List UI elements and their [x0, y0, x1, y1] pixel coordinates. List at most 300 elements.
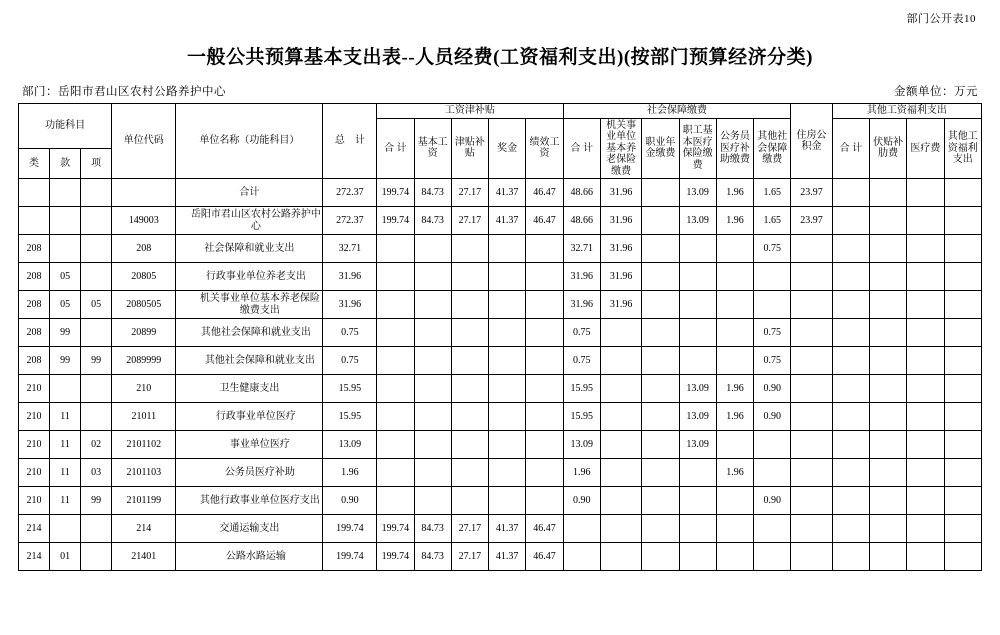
cell-s_basic: 84.73 [414, 543, 451, 571]
cell-unit-name: 机关事业单位基本养老保险缴费支出 [176, 291, 323, 319]
cell-class: 208 [19, 263, 50, 291]
cell-s_allow: 27.17 [451, 543, 488, 571]
cell-b_occ [642, 515, 679, 543]
cell-s_basic [414, 291, 451, 319]
cell-b_pension [600, 319, 641, 347]
cell-class: 210 [19, 487, 50, 515]
cell-b_occ [642, 347, 679, 375]
cell-code [112, 179, 176, 207]
cell-s_basic [414, 487, 451, 515]
cell-s_basic: 84.73 [414, 515, 451, 543]
cell-unit-name: 其他社会保障和就业支出 [176, 347, 323, 375]
cell-b_civ: 1.96 [716, 179, 753, 207]
table-row [19, 235, 982, 263]
cell-housing [791, 291, 832, 319]
cell-b_other [754, 515, 791, 543]
cell-b_med [679, 263, 716, 291]
table-row [19, 459, 982, 487]
table-row [19, 431, 982, 459]
cell-o_medical [907, 235, 944, 263]
header-basic-salary: 基本工资 [414, 118, 451, 179]
cell-s_perf: 46.47 [526, 179, 563, 207]
header-performance: 绩效工资 [526, 118, 563, 179]
cell-b_pension [600, 459, 641, 487]
cell-o_subsidy [870, 459, 907, 487]
cell-b_other [754, 431, 791, 459]
cell-s_bonus [489, 403, 526, 431]
cell-xiang [81, 207, 112, 235]
cell-b_other: 0.90 [754, 487, 791, 515]
cell-b_occ [642, 403, 679, 431]
cell-b_civ: 1.96 [716, 403, 753, 431]
cell-b_occ [642, 235, 679, 263]
cell-kuan: 11 [50, 431, 81, 459]
cell-o_total [832, 431, 869, 459]
cell-s_basic: 84.73 [414, 179, 451, 207]
cell-o_total [832, 347, 869, 375]
table-row [19, 179, 982, 207]
table-row [19, 319, 982, 347]
cell-unit-name: 交通运输支出 [176, 515, 323, 543]
cell-s_total: 199.74 [377, 543, 414, 571]
cell-b_pension [600, 375, 641, 403]
cell-s_bonus [489, 319, 526, 347]
cell-b_total: 0.75 [563, 347, 600, 375]
table-row [19, 347, 982, 375]
cell-unit-name: 岳阳市君山区农村公路养护中心 [176, 207, 323, 235]
cell-s_total [377, 347, 414, 375]
header-other-group: 其他工资福利支出 [832, 104, 981, 119]
cell-s_perf: 46.47 [526, 207, 563, 235]
header-salary-total: 合 计 [377, 118, 414, 179]
cell-b_total: 15.95 [563, 403, 600, 431]
cell-xiang [81, 263, 112, 291]
cell-b_occ [642, 207, 679, 235]
cell-b_other: 1.65 [754, 179, 791, 207]
cell-total: 272.37 [323, 207, 377, 235]
cell-s_allow [451, 347, 488, 375]
cell-o_other [944, 179, 981, 207]
cell-code: 21011 [112, 403, 176, 431]
cell-s_allow [451, 319, 488, 347]
cell-kuan: 11 [50, 459, 81, 487]
cell-s_perf [526, 291, 563, 319]
cell-o_total [832, 179, 869, 207]
cell-class: 208 [19, 291, 50, 319]
cell-o_other [944, 459, 981, 487]
cell-xiang: 99 [81, 487, 112, 515]
cell-b_med [679, 515, 716, 543]
cell-o_total [832, 207, 869, 235]
cell-o_subsidy [870, 375, 907, 403]
cell-b_pension: 31.96 [600, 207, 641, 235]
cell-s_bonus [489, 263, 526, 291]
cell-s_bonus: 41.37 [489, 179, 526, 207]
cell-s_total [377, 403, 414, 431]
cell-b_total: 48.66 [563, 207, 600, 235]
cell-o_subsidy [870, 207, 907, 235]
cell-s_total [377, 319, 414, 347]
cell-o_other [944, 235, 981, 263]
cell-s_basic [414, 319, 451, 347]
cell-o_medical [907, 319, 944, 347]
cell-b_pension [600, 403, 641, 431]
cell-code: 21401 [112, 543, 176, 571]
cell-s_allow [451, 291, 488, 319]
cell-s_allow [451, 403, 488, 431]
cell-class: 210 [19, 431, 50, 459]
cell-s_allow: 27.17 [451, 207, 488, 235]
cell-b_med: 13.09 [679, 375, 716, 403]
cell-o_total [832, 515, 869, 543]
cell-b_other: 0.90 [754, 375, 791, 403]
table-row [19, 487, 982, 515]
cell-s_bonus [489, 487, 526, 515]
header-subsidy: 伏贴补肋费 [870, 118, 907, 179]
cell-s_bonus [489, 347, 526, 375]
cell-total: 0.90 [323, 487, 377, 515]
cell-s_perf [526, 403, 563, 431]
cell-b_other: 1.65 [754, 207, 791, 235]
table-row [19, 291, 982, 319]
cell-total: 31.96 [323, 263, 377, 291]
cell-b_occ [642, 431, 679, 459]
cell-b_occ [642, 543, 679, 571]
cell-b_civ [716, 319, 753, 347]
cell-s_total [377, 459, 414, 487]
cell-b_civ: 1.96 [716, 459, 753, 487]
cell-b_total: 48.66 [563, 179, 600, 207]
cell-s_perf [526, 347, 563, 375]
cell-b_med: 13.09 [679, 207, 716, 235]
cell-s_perf: 46.47 [526, 543, 563, 571]
cell-s_perf [526, 431, 563, 459]
header-other-social: 其他社会保障缴费 [754, 118, 791, 179]
cell-unit-name: 其他社会保障和就业支出 [176, 319, 323, 347]
cell-housing [791, 347, 832, 375]
cell-s_perf [526, 263, 563, 291]
cell-b_civ [716, 543, 753, 571]
cell-kuan: 05 [50, 263, 81, 291]
header-other-welfare: 其他工资福利支出 [944, 118, 981, 179]
header-other-total: 合 计 [832, 118, 869, 179]
cell-code: 2101102 [112, 431, 176, 459]
cell-o_subsidy [870, 543, 907, 571]
cell-b_occ [642, 319, 679, 347]
cell-s_perf [526, 375, 563, 403]
cell-housing [791, 319, 832, 347]
cell-b_med [679, 543, 716, 571]
cell-housing [791, 515, 832, 543]
cell-b_occ [642, 487, 679, 515]
cell-s_total: 199.74 [377, 179, 414, 207]
cell-b_occ [642, 459, 679, 487]
header-function-subject: 功能科目 [19, 104, 112, 149]
cell-kuan: 05 [50, 291, 81, 319]
cell-kuan [50, 179, 81, 207]
cell-s_total [377, 291, 414, 319]
cell-o_total [832, 235, 869, 263]
cell-o_subsidy [870, 515, 907, 543]
header-bonus: 奖金 [489, 118, 526, 179]
cell-o_subsidy [870, 179, 907, 207]
cell-code: 2080505 [112, 291, 176, 319]
header-civil-medical: 公务员医疗补助缴费 [716, 118, 753, 179]
cell-b_pension [600, 543, 641, 571]
header-salary-group: 工资津补贴 [377, 104, 563, 119]
cell-total: 272.37 [323, 179, 377, 207]
cell-s_basic [414, 431, 451, 459]
cell-code: 20899 [112, 319, 176, 347]
cell-xiang: 03 [81, 459, 112, 487]
cell-o_subsidy [870, 431, 907, 459]
cell-b_pension: 31.96 [600, 263, 641, 291]
cell-xiang [81, 375, 112, 403]
cell-s_bonus [489, 291, 526, 319]
cell-b_total [563, 543, 600, 571]
cell-o_total [832, 291, 869, 319]
header-medical-basic: 职工基本医疗保险缴费 [679, 118, 716, 179]
header-social-group: 社会保障缴费 [563, 104, 791, 119]
cell-b_total: 15.95 [563, 375, 600, 403]
cell-s_bonus: 41.37 [489, 207, 526, 235]
cell-s_basic [414, 403, 451, 431]
cell-housing [791, 263, 832, 291]
cell-o_total [832, 403, 869, 431]
cell-housing [791, 375, 832, 403]
cell-xiang [81, 179, 112, 207]
cell-b_pension [600, 515, 641, 543]
cell-total: 199.74 [323, 543, 377, 571]
amount-unit-label: 金额单位：万元 [894, 86, 978, 98]
cell-housing: 23.97 [791, 179, 832, 207]
table-body [19, 179, 982, 571]
cell-class: 214 [19, 543, 50, 571]
cell-code: 149003 [112, 207, 176, 235]
cell-o_medical [907, 347, 944, 375]
cell-b_civ [716, 487, 753, 515]
cell-o_subsidy [870, 263, 907, 291]
table-row [19, 375, 982, 403]
cell-o_other [944, 347, 981, 375]
cell-class: 210 [19, 375, 50, 403]
cell-total: 199.74 [323, 515, 377, 543]
cell-s_allow: 27.17 [451, 515, 488, 543]
cell-s_bonus [489, 459, 526, 487]
cell-kuan [50, 235, 81, 263]
cell-kuan: 11 [50, 403, 81, 431]
header-xiang: 项 [81, 148, 112, 178]
table-row [19, 403, 982, 431]
cell-s_perf [526, 487, 563, 515]
cell-xiang [81, 319, 112, 347]
cell-s_basic [414, 263, 451, 291]
cell-total: 0.75 [323, 347, 377, 375]
header-social-total: 合 计 [563, 118, 600, 179]
budget-table [18, 103, 982, 571]
cell-s_bonus: 41.37 [489, 543, 526, 571]
cell-s_total [377, 235, 414, 263]
cell-kuan [50, 375, 81, 403]
cell-s_allow [451, 459, 488, 487]
cell-s_allow [451, 263, 488, 291]
cell-s_total [377, 375, 414, 403]
cell-s_bonus [489, 235, 526, 263]
cell-b_med [679, 235, 716, 263]
cell-kuan: 11 [50, 487, 81, 515]
cell-total: 32.71 [323, 235, 377, 263]
cell-b_civ [716, 291, 753, 319]
cell-s_basic: 84.73 [414, 207, 451, 235]
cell-housing [791, 403, 832, 431]
cell-o_total [832, 319, 869, 347]
cell-b_total: 13.09 [563, 431, 600, 459]
cell-o_subsidy [870, 235, 907, 263]
cell-kuan: 99 [50, 319, 81, 347]
meta-row [18, 83, 982, 103]
cell-b_med [679, 487, 716, 515]
cell-kuan [50, 207, 81, 235]
cell-b_occ [642, 375, 679, 403]
cell-o_subsidy [870, 487, 907, 515]
cell-b_occ [642, 263, 679, 291]
cell-o_subsidy [870, 319, 907, 347]
cell-s_total: 199.74 [377, 207, 414, 235]
cell-total: 1.96 [323, 459, 377, 487]
cell-s_basic [414, 375, 451, 403]
cell-s_perf [526, 459, 563, 487]
cell-b_total: 0.90 [563, 487, 600, 515]
cell-code: 2101103 [112, 459, 176, 487]
cell-b_other: 0.75 [754, 319, 791, 347]
header-kuan: 款 [50, 148, 81, 178]
cell-code: 20805 [112, 263, 176, 291]
cell-b_civ: 1.96 [716, 207, 753, 235]
cell-s_perf [526, 235, 563, 263]
cell-b_civ [716, 347, 753, 375]
cell-code: 208 [112, 235, 176, 263]
cell-o_medical [907, 403, 944, 431]
cell-o_total [832, 487, 869, 515]
cell-total: 13.09 [323, 431, 377, 459]
cell-s_allow [451, 375, 488, 403]
cell-b_med: 13.09 [679, 403, 716, 431]
cell-b_civ [716, 235, 753, 263]
cell-o_other [944, 403, 981, 431]
cell-b_pension: 31.96 [600, 179, 641, 207]
cell-total: 15.95 [323, 403, 377, 431]
cell-s_perf [526, 319, 563, 347]
cell-o_other [944, 543, 981, 571]
header-medical-fee: 医疗费 [907, 118, 944, 179]
cell-s_total: 199.74 [377, 515, 414, 543]
cell-class: 208 [19, 319, 50, 347]
cell-unit-name: 社会保障和就业支出 [176, 235, 323, 263]
cell-class [19, 179, 50, 207]
cell-b_med: 13.09 [679, 431, 716, 459]
cell-s_bonus [489, 375, 526, 403]
cell-b_civ [716, 431, 753, 459]
cell-b_civ [716, 263, 753, 291]
cell-s_allow [451, 431, 488, 459]
cell-o_total [832, 543, 869, 571]
cell-o_medical [907, 375, 944, 403]
header-unit-code: 单位代码 [112, 104, 176, 179]
cell-o_medical [907, 179, 944, 207]
cell-xiang [81, 235, 112, 263]
table-row [19, 515, 982, 543]
cell-xiang [81, 543, 112, 571]
cell-b_pension [600, 347, 641, 375]
cell-unit-name: 合计 [176, 179, 323, 207]
cell-s_allow [451, 487, 488, 515]
cell-s_bonus: 41.37 [489, 515, 526, 543]
cell-xiang: 05 [81, 291, 112, 319]
header-total: 总 计 [323, 104, 377, 179]
cell-o_total [832, 375, 869, 403]
cell-o_medical [907, 515, 944, 543]
cell-b_pension: 31.96 [600, 235, 641, 263]
cell-housing: 23.97 [791, 207, 832, 235]
cell-b_total: 31.96 [563, 263, 600, 291]
cell-code: 210 [112, 375, 176, 403]
cell-xiang: 02 [81, 431, 112, 459]
cell-o_medical [907, 487, 944, 515]
cell-class: 208 [19, 347, 50, 375]
header-pension-basic: 机关事业单位基本养老保险缴费 [600, 118, 641, 179]
cell-housing [791, 235, 832, 263]
cell-b_other [754, 263, 791, 291]
cell-s_basic [414, 459, 451, 487]
cell-o_medical [907, 207, 944, 235]
cell-s_total [377, 487, 414, 515]
cell-o_other [944, 515, 981, 543]
cell-xiang: 99 [81, 347, 112, 375]
cell-class: 210 [19, 403, 50, 431]
cell-code: 2101199 [112, 487, 176, 515]
cell-class: 208 [19, 235, 50, 263]
table-row [19, 543, 982, 571]
cell-unit-name: 行政事业单位养老支出 [176, 263, 323, 291]
cell-o_subsidy [870, 291, 907, 319]
cell-s_allow: 27.17 [451, 179, 488, 207]
form-code: 部门公开表10 [906, 13, 976, 25]
cell-xiang [81, 515, 112, 543]
cell-b_total: 0.75 [563, 319, 600, 347]
cell-b_med [679, 347, 716, 375]
cell-b_total: 1.96 [563, 459, 600, 487]
cell-b_other: 0.90 [754, 403, 791, 431]
cell-housing [791, 431, 832, 459]
cell-s_basic [414, 347, 451, 375]
cell-o_total [832, 263, 869, 291]
cell-b_occ [642, 179, 679, 207]
cell-o_subsidy [870, 403, 907, 431]
cell-code: 214 [112, 515, 176, 543]
cell-b_civ [716, 515, 753, 543]
cell-b_other: 0.75 [754, 347, 791, 375]
cell-o_medical [907, 291, 944, 319]
cell-class [19, 207, 50, 235]
cell-b_occ [642, 291, 679, 319]
cell-o_medical [907, 459, 944, 487]
cell-b_med [679, 291, 716, 319]
table-header-row-1 [19, 104, 982, 119]
department-label: 部门：岳阳市君山区农村公路养护中心 [22, 86, 226, 98]
table-row [19, 207, 982, 235]
cell-unit-name: 其他行政事业单位医疗支出 [176, 487, 323, 515]
cell-s_allow [451, 235, 488, 263]
